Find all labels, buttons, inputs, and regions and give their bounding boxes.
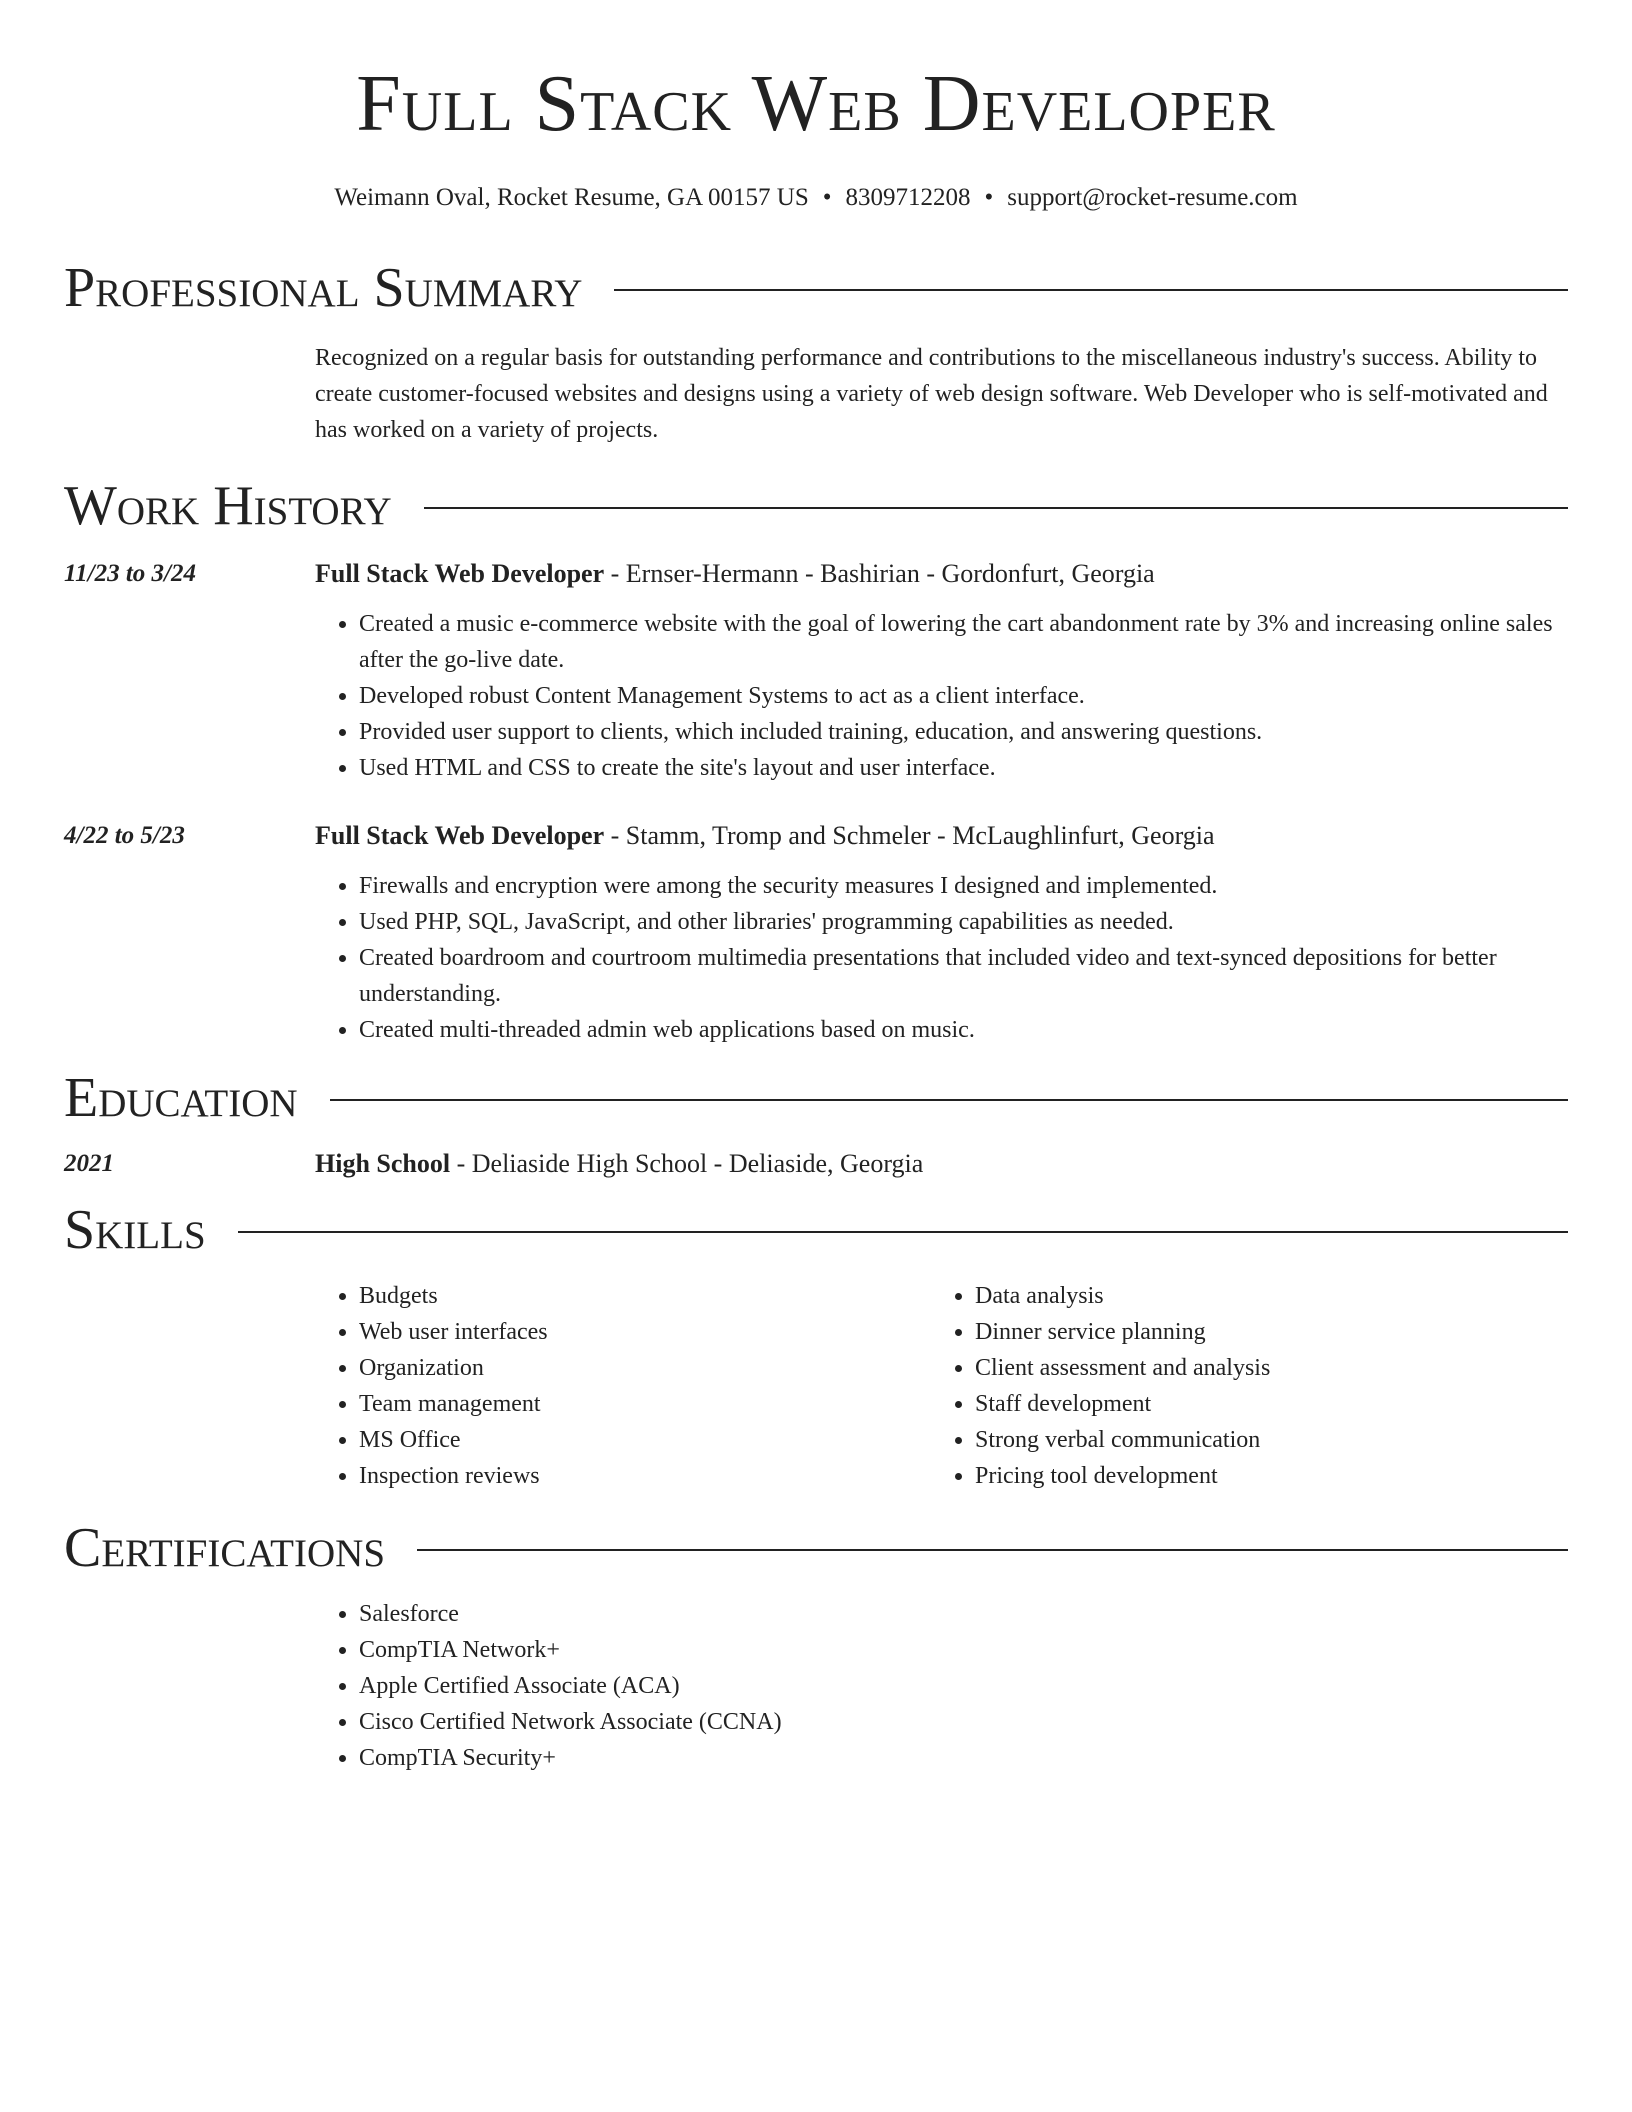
job-bullet: • Used HTML and CSS to create the site's layout and user interface. [359, 750, 1568, 786]
contact-separator: • [822, 184, 832, 211]
resume-title: Full Stack Web Developer [356, 60, 1276, 148]
job-bullet: • Firewalls and encryption were among the security measures I designed and implemented. [359, 868, 1568, 904]
skill-item: • MS Office [359, 1422, 931, 1458]
skills-heading: Skills [64, 1199, 206, 1261]
summary-heading: Professional Summary [64, 257, 583, 319]
work-heading: Work History [64, 475, 392, 537]
skill-item: • Inspection reviews [359, 1458, 931, 1494]
certification-item: • Cisco Certified Network Associate (CCNA) [359, 1704, 1568, 1740]
summary-section-header [64, 258, 1568, 318]
certification-item: • Salesforce [359, 1596, 1568, 1632]
contact-line [64, 182, 1568, 214]
job-bullet: • Developed robust Content Management Systems to act as a client interface. [359, 678, 1568, 714]
education-body [315, 1148, 1568, 1180]
contact-address: Weimann Oval, Rocket Resume, GA 00157 US [334, 184, 809, 211]
certifications-section-header [64, 1518, 1568, 1578]
skills-column-right [931, 1278, 1547, 1494]
job-bullets [315, 868, 1568, 1048]
skill-item: • Data analysis [975, 1278, 1547, 1314]
job-header [315, 820, 1568, 852]
skills-column-left [315, 1278, 931, 1494]
section-divider [238, 1231, 1568, 1233]
job-dates: 11/23 to 3/24 [64, 560, 196, 587]
certification-item: • CompTIA Security+ [359, 1740, 1568, 1776]
certifications-heading: Certifications [64, 1517, 386, 1579]
section-divider [614, 289, 1568, 291]
section-divider [330, 1099, 1568, 1101]
skill-item: • Dinner service planning [975, 1314, 1547, 1350]
education-header [315, 1148, 1568, 1180]
contact-separator: • [984, 184, 994, 211]
skill-item: • Budgets [359, 1278, 931, 1314]
skill-item: • Organization [359, 1350, 931, 1386]
education-section-header [64, 1068, 1568, 1128]
job-dates: 4/22 to 5/23 [64, 822, 185, 849]
job-details: - Stamm, Tromp and Schmeler - McLaughlinfurt, Georgia [604, 821, 1215, 850]
section-divider [424, 507, 1568, 509]
job-title: Full Stack Web Developer [315, 559, 605, 588]
job-body [315, 558, 1568, 786]
education-year: 2021 [64, 1150, 114, 1177]
job-bullet: • Provided user support to clients, which included training, education, and answering questions. [359, 714, 1568, 750]
education-degree: High School [315, 1149, 451, 1178]
job-header [315, 558, 1568, 590]
skills-grid [315, 1278, 1568, 1494]
job-bullets [315, 606, 1568, 786]
skills-section-header [64, 1200, 1568, 1260]
contact-email: support@rocket-resume.com [1007, 184, 1298, 211]
certification-item: • CompTIA Network+ [359, 1632, 1568, 1668]
job-bullet: • Created multi-threaded admin web applications based on music. [359, 1012, 1568, 1048]
contact-phone: 8309712208 [845, 184, 971, 211]
job-body [315, 820, 1568, 1048]
job-entry [64, 820, 1568, 1048]
certifications-list-wrapper [315, 1596, 1568, 1776]
job-bullet: • Created a music e-commerce website with the goal of lowering the cart abandonment rate by 3% and increasing online sales after the go-live date. [359, 606, 1568, 678]
education-details: - Deliaside High School - Deliaside, Georgia [450, 1149, 924, 1178]
section-divider [417, 1549, 1568, 1551]
education-entry [64, 1148, 1568, 1180]
skill-item: • Client assessment and analysis [975, 1350, 1547, 1386]
skill-item: • Pricing tool development [975, 1458, 1547, 1494]
certification-item: • Apple Certified Associate (ACA) [359, 1668, 1568, 1704]
skill-item: • Staff development [975, 1386, 1547, 1422]
job-entry [64, 558, 1568, 786]
job-bullet: • Used PHP, SQL, JavaScript, and other libraries' programming capabilities as needed. [359, 904, 1568, 940]
work-section-header [64, 476, 1568, 536]
job-details: - Ernser-Hermann - Bashirian - Gordonfurt, Georgia [604, 559, 1155, 588]
skill-item: • Team management [359, 1386, 931, 1422]
skill-item: • Web user interfaces [359, 1314, 931, 1350]
education-heading: Education [64, 1067, 298, 1129]
certifications-list [315, 1596, 1568, 1776]
skill-item: • Strong verbal communication [975, 1422, 1547, 1458]
summary-text: Recognized on a regular basis for outstanding performance and contributions to the miscellaneous industry's success. Ability to create customer-focused websites and designs using a variety of web design software. Web Developer who is self-motivated and has worked on a variety of projects. [315, 345, 1548, 443]
job-title: Full Stack Web Developer [315, 821, 605, 850]
job-bullet: • Created boardroom and courtroom multimedia presentations that included video and text-synced depositions for better understanding. [359, 940, 1568, 1012]
